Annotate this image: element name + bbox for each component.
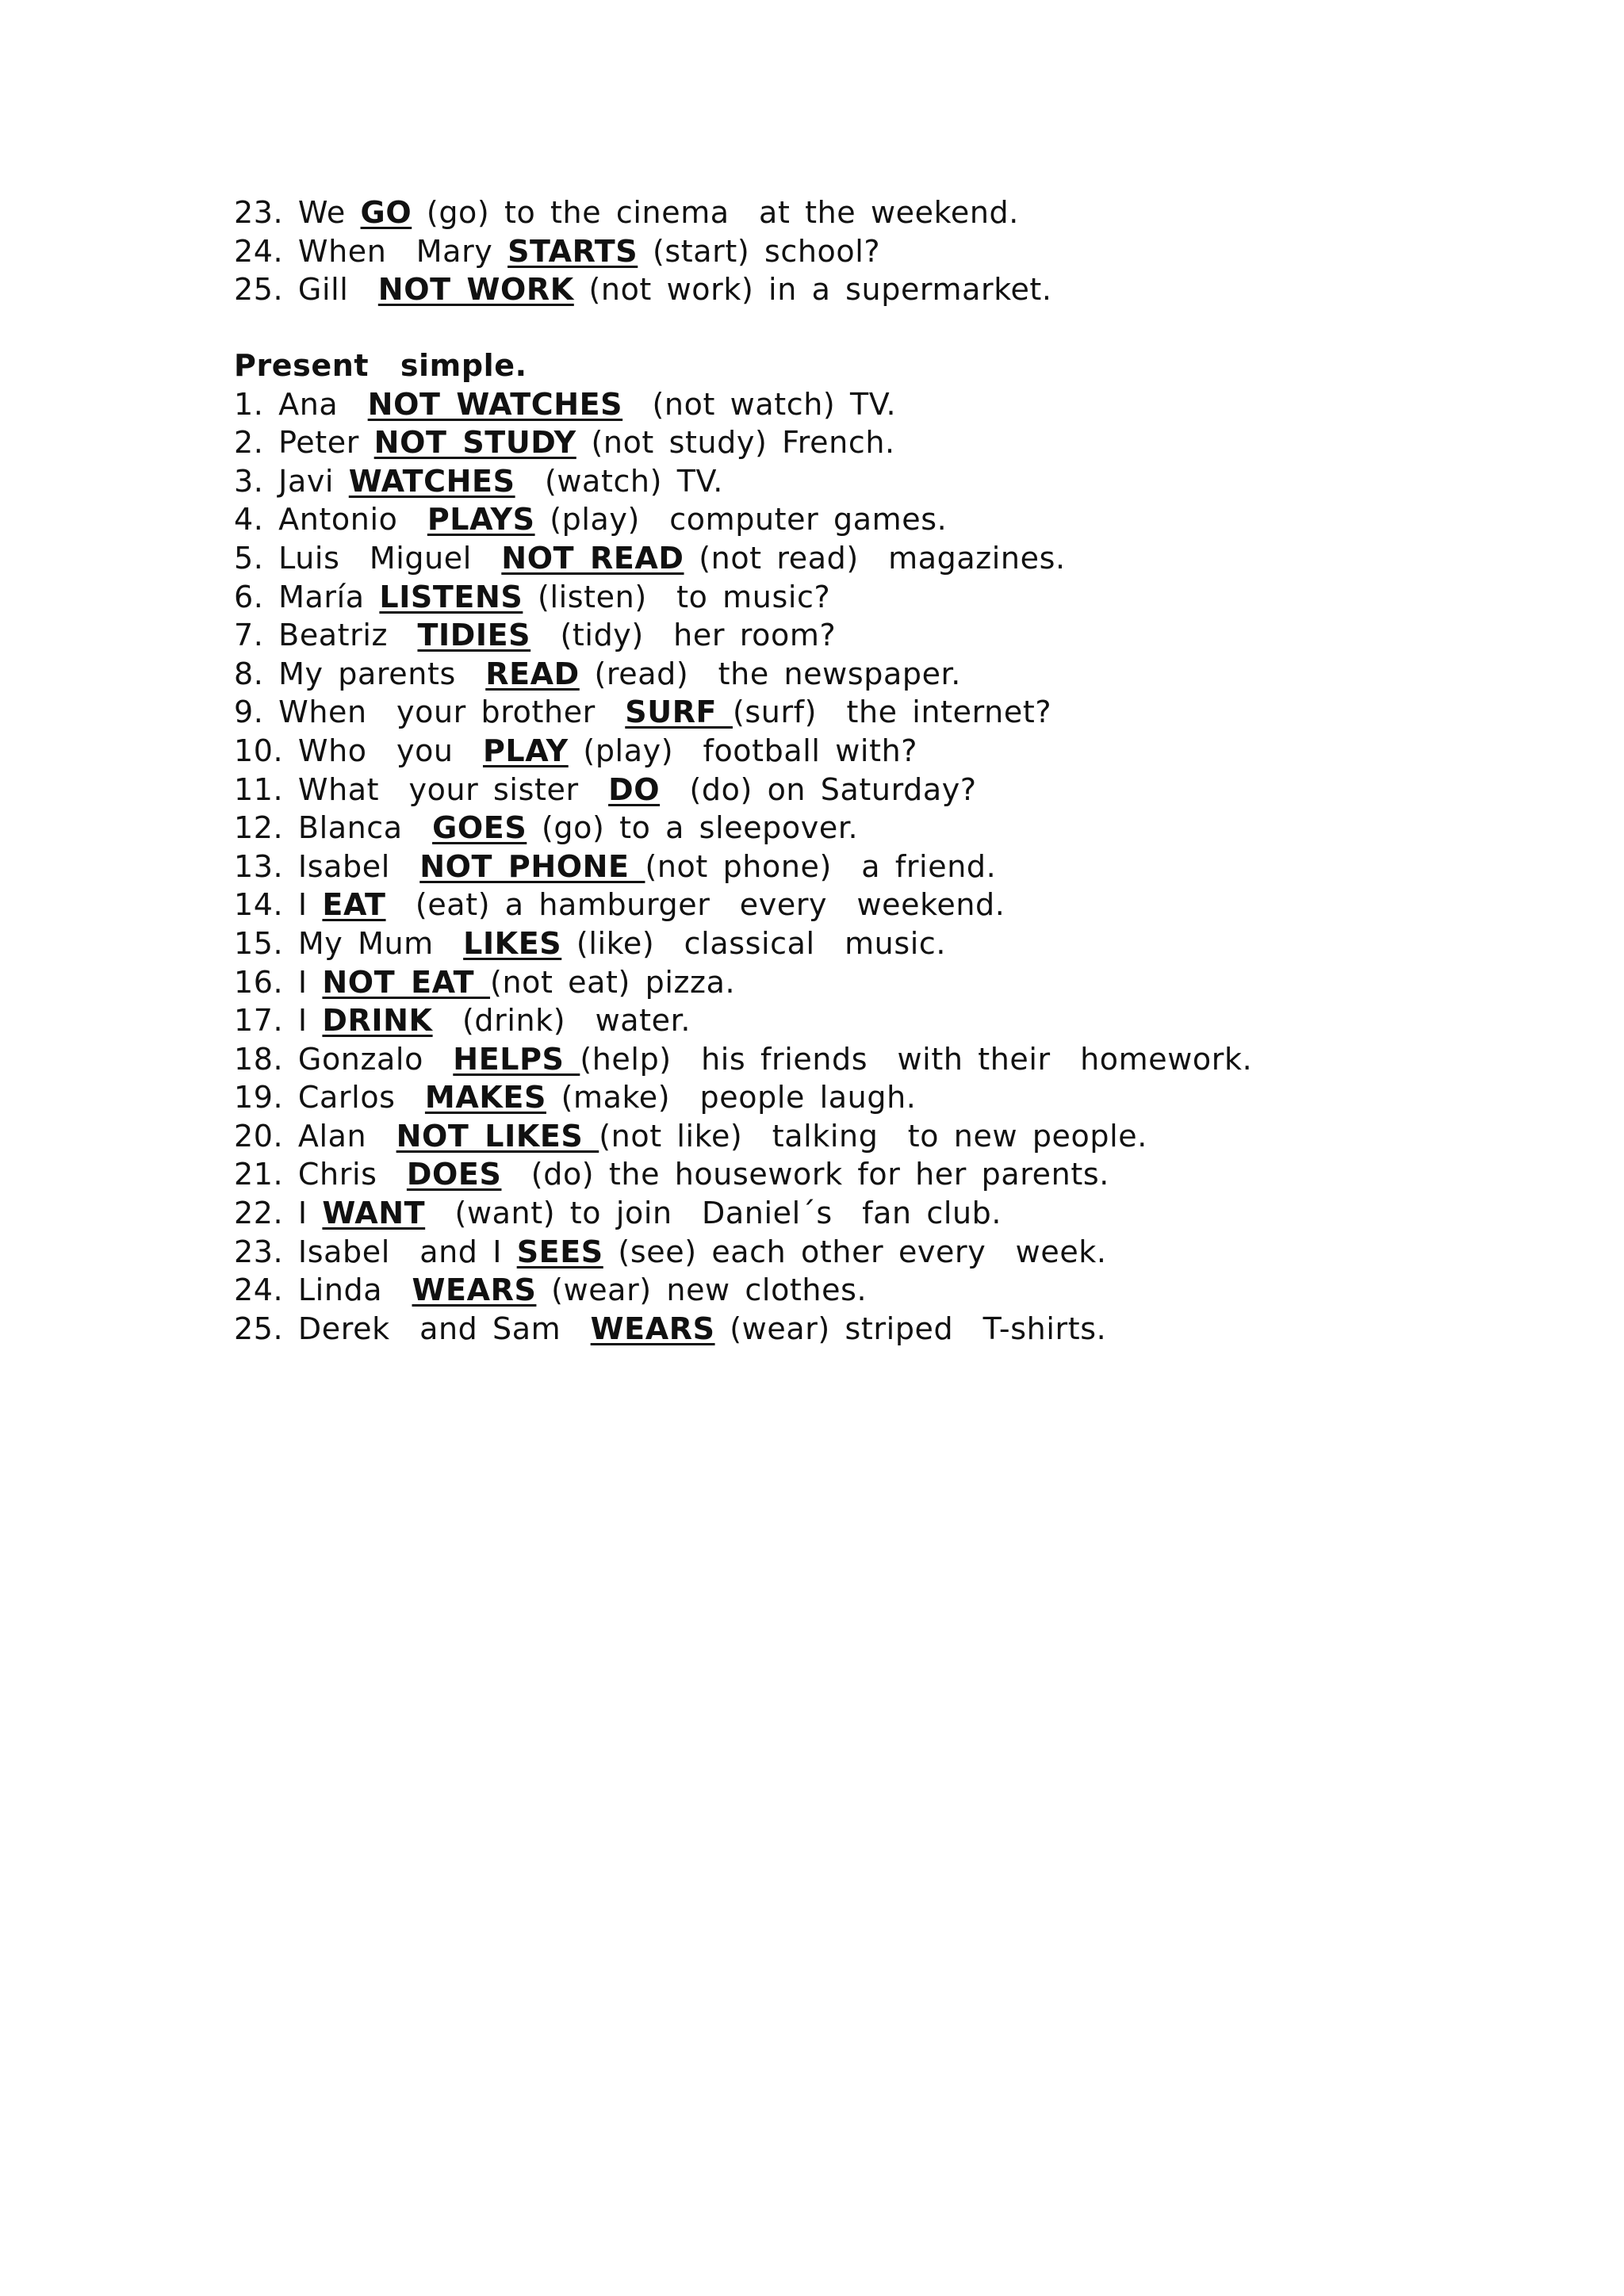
item-number: 15. — [234, 925, 284, 961]
item-text-after: (like) classical music. — [561, 925, 947, 961]
item-answer: WEARS — [590, 1311, 715, 1346]
item-answer: NOT WATCHES — [367, 386, 623, 422]
exercise-item — [234, 1040, 1582, 1079]
item-answer: SURF — [625, 695, 733, 730]
item-text-after: (wear) new clothes. — [536, 1272, 868, 1308]
item-answer: SEES — [516, 1234, 603, 1269]
exercise-item — [234, 771, 1582, 809]
item-number: 12. — [234, 810, 284, 846]
exercise-item — [234, 1001, 1582, 1040]
item-number: 25. — [234, 272, 284, 308]
exercise-item — [234, 1233, 1582, 1272]
item-number: 16. — [234, 964, 284, 1000]
item-answer: NOT LIKES — [396, 1118, 599, 1154]
item-answer: EAT — [322, 887, 386, 923]
item-text-after: (play) computer games. — [534, 502, 948, 538]
item-number: 5. — [234, 540, 264, 576]
exercise-item — [234, 1271, 1582, 1310]
present-simple-list — [234, 385, 1582, 1349]
exercise-item — [234, 1310, 1582, 1349]
item-text-before: When Mary — [283, 233, 508, 269]
item-text-before: My Mum — [283, 925, 464, 961]
item-text-after: (not eat) pizza. — [490, 964, 736, 1000]
item-number: 13. — [234, 848, 284, 884]
item-text-before: My parents — [263, 656, 486, 691]
item-text-before: Linda — [283, 1272, 412, 1308]
item-text-after: (listen) to music? — [523, 579, 831, 614]
item-text-after: (not work) in a supermarket. — [573, 272, 1052, 308]
item-number: 22. — [234, 1196, 284, 1231]
item-text-after: (wear) striped T-shirts. — [714, 1311, 1107, 1346]
item-answer: NOT STUDY — [373, 425, 576, 461]
exercise-item — [234, 270, 1582, 309]
exercise-item — [234, 232, 1582, 271]
item-text-before: Ana — [263, 386, 368, 422]
item-answer: WANT — [322, 1196, 426, 1231]
item-text-after: (go) to a sleepover. — [527, 810, 859, 846]
item-answer: NOT READ — [501, 540, 684, 576]
exercise-item — [234, 1194, 1582, 1233]
exercise-item — [234, 886, 1582, 924]
item-answer: TIDIES — [417, 618, 531, 653]
item-answer: MAKES — [424, 1080, 546, 1115]
item-text-before: Antonio — [263, 502, 427, 538]
item-answer: GO — [360, 195, 412, 230]
item-text-after: (watch) TV. — [515, 463, 723, 499]
item-text-after: (play) football with? — [568, 733, 918, 768]
item-text-before: Peter — [263, 425, 374, 461]
item-answer: PLAYS — [427, 502, 535, 538]
exercise-item — [234, 423, 1582, 462]
item-text-after: (help) his friends with their homework. — [580, 1041, 1253, 1077]
item-text-before: I — [283, 887, 323, 923]
item-text-after: (want) to join Daniel´s fan club. — [425, 1196, 1002, 1231]
exercise-item — [234, 848, 1582, 886]
item-text-before: I — [283, 1196, 323, 1231]
item-text-after: (go) to the cinema at the weekend. — [412, 195, 1019, 230]
item-text-after: (drink) water. — [432, 1003, 691, 1039]
item-text-after: (not read) magazines. — [684, 540, 1066, 576]
item-answer: DOES — [406, 1157, 502, 1192]
item-text-after: (not study) French. — [576, 425, 895, 461]
item-text-before: Derek and Sam — [283, 1311, 591, 1346]
item-text-after: (read) the newspaper. — [579, 656, 961, 691]
item-text-before: Javi — [263, 463, 349, 499]
item-number: 7. — [234, 618, 264, 653]
item-text-before: Gonzalo — [283, 1041, 454, 1077]
present-simple-section — [234, 346, 1582, 1348]
item-number: 9. — [234, 695, 264, 730]
item-number: 8. — [234, 656, 264, 691]
item-text-before: Gill — [283, 272, 378, 308]
item-text-after: (not watch) TV. — [622, 386, 897, 422]
item-number: 11. — [234, 771, 284, 807]
item-text-before: Luis Miguel — [263, 540, 502, 576]
item-text-after: (do) on Saturday? — [660, 771, 977, 807]
item-text-before: Blanca — [283, 810, 433, 846]
item-number: 21. — [234, 1157, 284, 1192]
item-answer: NOT WORK — [377, 272, 574, 308]
item-number: 10. — [234, 733, 284, 768]
item-text-after: (surf) the internet? — [732, 695, 1052, 730]
item-text-before: Isabel and I — [283, 1234, 517, 1269]
item-number: 6. — [234, 579, 264, 614]
exercise-item — [234, 1117, 1582, 1156]
item-text-after: (make) people laugh. — [546, 1080, 917, 1115]
item-text-after: (do) the housework for her parents. — [501, 1157, 1109, 1192]
item-text-before: When your brother — [263, 695, 626, 730]
item-text-before: I — [283, 964, 323, 1000]
item-number: 17. — [234, 1003, 284, 1039]
item-text-before: Who you — [283, 733, 483, 768]
item-text-before: Isabel — [283, 848, 420, 884]
item-number: 19. — [234, 1080, 284, 1115]
item-number: 4. — [234, 502, 264, 538]
item-text-before: Alan — [283, 1118, 396, 1154]
item-text-before: Beatriz — [263, 618, 418, 653]
exercise-item — [234, 616, 1582, 655]
item-number: 24. — [234, 1272, 284, 1308]
item-answer: HELPS — [453, 1041, 580, 1077]
item-text-after: (not phone) a friend. — [645, 848, 997, 884]
item-text-before: What your sister — [283, 771, 609, 807]
exercise-item — [234, 193, 1582, 232]
section-title: Present simple. — [234, 348, 527, 383]
item-answer: STARTS — [508, 233, 638, 269]
item-answer: NOT EAT — [322, 964, 491, 1000]
item-answer: NOT PHONE — [419, 848, 645, 884]
item-text-after: (tidy) her room? — [530, 618, 837, 653]
top-exercise-list — [234, 193, 1582, 309]
exercise-item — [234, 732, 1582, 771]
item-number: 1. — [234, 386, 264, 422]
exercise-item — [234, 578, 1582, 617]
item-number: 2. — [234, 425, 264, 461]
item-answer: LIKES — [463, 925, 562, 961]
exercise-item — [234, 500, 1582, 539]
item-text-before: We — [283, 195, 361, 230]
item-text-after: (eat) a hamburger every weekend. — [385, 887, 1005, 923]
item-number: 14. — [234, 887, 284, 923]
exercise-item — [234, 655, 1582, 694]
item-number: 25. — [234, 1311, 284, 1346]
item-text-before: María — [263, 579, 380, 614]
item-answer: GOES — [432, 810, 527, 846]
item-text-after: (not like) talking to new people. — [599, 1118, 1147, 1154]
item-text-before: I — [283, 1003, 323, 1039]
exercise-item — [234, 1078, 1582, 1117]
exercise-item — [234, 963, 1582, 1002]
item-number: 18. — [234, 1041, 284, 1077]
item-number: 24. — [234, 233, 284, 269]
item-answer: DRINK — [322, 1003, 433, 1039]
exercise-item — [234, 385, 1582, 424]
item-text-before: Chris — [283, 1157, 407, 1192]
item-answer: LISTENS — [379, 579, 523, 614]
item-text-before: Carlos — [283, 1080, 425, 1115]
exercise-item — [234, 924, 1582, 963]
item-text-after: (start) school? — [638, 233, 881, 269]
exercise-item — [234, 809, 1582, 848]
exercise-item — [234, 539, 1582, 578]
item-answer: READ — [485, 656, 580, 691]
exercise-item — [234, 1155, 1582, 1194]
item-number: 23. — [234, 1234, 284, 1269]
item-answer: PLAY — [482, 733, 569, 768]
item-answer: WEARS — [412, 1272, 537, 1308]
item-text-after: (see) each other every week. — [603, 1234, 1107, 1269]
item-number: 3. — [234, 463, 264, 499]
item-number: 23. — [234, 195, 284, 230]
exercise-item — [234, 693, 1582, 732]
item-answer: WATCHES — [348, 463, 515, 499]
exercise-item — [234, 462, 1582, 501]
item-number: 20. — [234, 1118, 284, 1154]
item-answer: DO — [608, 771, 661, 807]
